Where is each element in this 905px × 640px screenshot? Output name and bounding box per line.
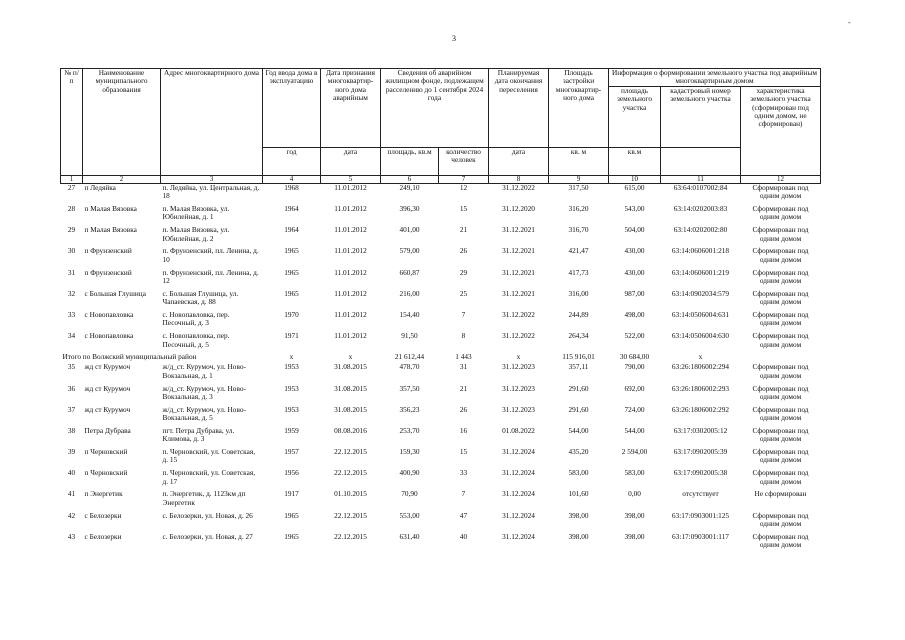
row-date-recognition: 31.08.2015: [334, 405, 367, 414]
row-municipality: п Малая Вязовка: [84, 205, 137, 213]
row-people: 47: [459, 511, 468, 520]
row-land-area: 0,00: [628, 490, 641, 499]
header-year: Год ввода дома в эксплуатацию: [263, 69, 321, 148]
row-people: 7: [461, 490, 466, 499]
total-cadastral: x: [698, 353, 703, 362]
row-area: 357,50: [399, 384, 420, 393]
unit-year: год: [263, 147, 321, 175]
row-municipality: п Фрунзенский: [84, 247, 132, 256]
row-date-recognition: 11.01.2012: [334, 247, 367, 256]
row-address: п. Малая Вязовка, ул. Юбилейная, д. 2: [162, 226, 230, 243]
row-characteristic: Сформирован под одним домом: [752, 532, 809, 550]
row-address: п. Малая Вязовка, ул. Юбилейная, д. 1: [162, 205, 230, 222]
row-address: с. Новопавловка, пер. Песочный, д. 3: [162, 310, 230, 328]
row-address: с. Белозерки, ул. Новая, д. 26: [162, 511, 253, 520]
row-land-area: 692,00: [624, 384, 645, 393]
total-land: 30 684,00: [619, 353, 650, 362]
row-date-recognition: 31.08.2015: [334, 363, 367, 372]
row-people: 15: [459, 205, 468, 213]
row-area: 253,70: [399, 426, 420, 435]
col-number: 2: [83, 175, 161, 183]
row-area: 553,00: [399, 511, 420, 520]
row-characteristic: Сформирован под одним домом: [752, 310, 809, 328]
row-area: 154,40: [399, 310, 420, 319]
row-characteristic: Сформирован под одним домом: [752, 289, 809, 307]
total-characteristic-empty: [741, 353, 821, 363]
row-year: 1965: [284, 511, 299, 520]
row-year: 1953: [284, 405, 299, 414]
row-area: 159,30: [399, 448, 420, 457]
row-number: 27: [67, 183, 76, 192]
row-municipality: п Черновский: [84, 448, 128, 457]
row-built-area: 583,00: [568, 469, 589, 478]
row-date-recognition: 22.12.2015: [334, 448, 367, 457]
row-address: п. Черновский, ул. Советская, д. 17: [162, 469, 256, 486]
row-planned-date: 31.12.2024: [502, 511, 535, 520]
row-number: 34: [67, 332, 76, 341]
row-cadastral: 63:26:1806002:293: [671, 384, 730, 393]
row-cadastral: 63:26:1806002:292: [671, 405, 730, 414]
row-people: 21: [459, 384, 468, 393]
row-built-area: 435,20: [568, 448, 589, 457]
row-planned-date: 31.12.2024: [502, 532, 535, 541]
row-people: 40: [459, 532, 468, 541]
row-cadastral: 63:17:0903001:117: [672, 532, 729, 541]
unit-area: площадь, кв.м: [381, 147, 439, 175]
row-address: п. Ледяйка, ул. Центральная, д. 18: [162, 183, 260, 201]
row-year: 1953: [284, 363, 299, 372]
unit-people: количество человек: [439, 147, 489, 175]
header-municipality: Наименование муниципального образования: [83, 69, 161, 176]
row-date-recognition: 11.01.2012: [334, 226, 367, 235]
row-area: 216,00: [399, 289, 420, 298]
table-row: [61, 332, 821, 353]
row-year: 1917: [284, 490, 299, 499]
row-address: п. Фрунзенский, пл. Ленина, д. 12: [162, 268, 259, 285]
row-number: 31: [67, 268, 76, 277]
row-built-area: 316,00: [568, 289, 589, 298]
row-number: 33: [67, 310, 76, 319]
row-characteristic: Сформирован под одним домом: [752, 426, 809, 444]
row-number: 40: [67, 469, 76, 478]
table-row: [61, 363, 821, 384]
row-characteristic: Сформирован под одним домом: [752, 469, 809, 486]
unit-date2: дата: [489, 147, 549, 175]
row-built-area: 244,89: [568, 310, 589, 319]
row-built-area: 357,11: [568, 363, 589, 372]
row-characteristic: Сформирован под одним домом: [752, 384, 809, 401]
col-number: 8: [489, 175, 549, 183]
table-row: [61, 533, 821, 554]
table-body-total: [61, 353, 821, 363]
total-built: 115 916,01: [562, 353, 595, 362]
table-row: [61, 205, 821, 226]
row-area: 631,40: [399, 532, 420, 541]
row-land-area: 504,00: [624, 226, 645, 235]
unit-date: дата: [321, 147, 381, 175]
total-area: 21 612,44: [394, 353, 425, 362]
row-planned-date: 31.12.2023: [502, 384, 535, 393]
row-cadastral: 63:14:0202003:83: [673, 205, 728, 213]
row-area: 249,10: [399, 183, 420, 192]
row-number: 32: [67, 289, 76, 298]
row-planned-date: 31.12.2024: [502, 448, 535, 457]
row-built-area: 291,60: [568, 384, 589, 393]
row-planned-date: 31.12.2021: [502, 226, 535, 235]
row-land-area: 790,00: [624, 363, 645, 372]
row-characteristic: Сформирован под одним домом: [752, 405, 809, 423]
table-row: [61, 226, 821, 247]
row-people: 33: [459, 469, 468, 478]
row-address: п. Энергетик, д. 1123км дп Энергетик: [162, 490, 246, 507]
table-row: [61, 183, 821, 205]
row-area: 356,23: [399, 405, 420, 414]
row-people: 26: [459, 405, 468, 414]
table-row: [61, 490, 821, 511]
row-municipality: п Черновский: [84, 469, 128, 478]
row-address: п. Черновский, ул. Советская, д. 15: [162, 448, 256, 465]
header-housing-info: Сведения об аварийном жилищном фонде, подлежащем расселению до 1 сентября 2024 года: [381, 69, 489, 148]
row-people: 26: [459, 247, 468, 256]
row-land-area: 398,00: [624, 511, 645, 520]
row-characteristic: Сформирован под одним домом: [752, 511, 809, 529]
row-municipality: п Ледяйка: [84, 183, 116, 192]
row-municipality: с Большая Глушица: [84, 289, 146, 298]
row-planned-date: 31.12.2023: [502, 405, 535, 414]
col-number: 11: [661, 175, 741, 183]
row-year: 1965: [284, 247, 299, 256]
row-built-area: 417,73: [568, 268, 589, 277]
row-people: 8: [461, 332, 466, 341]
row-people: 12: [459, 183, 468, 192]
row-cadastral: 63:26:1806002:294: [671, 363, 730, 372]
table-row: [61, 269, 821, 290]
row-area: 478,70: [399, 363, 420, 372]
table-row: [61, 469, 821, 490]
row-date-recognition: 22.12.2015: [334, 469, 367, 478]
row-people: 7: [461, 310, 466, 319]
row-cadastral: 63:14:0606001:218: [671, 247, 730, 256]
row-year: 1964: [284, 205, 299, 213]
col-number: 4: [263, 175, 321, 183]
row-land-area: 583,00: [624, 469, 645, 478]
col-number: 9: [549, 175, 609, 183]
row-year: 1965: [284, 268, 299, 277]
total-people: 1 443: [455, 353, 472, 362]
row-people: 21: [459, 226, 468, 235]
row-date-recognition: 22.12.2015: [334, 511, 367, 520]
table-body-a: [61, 183, 821, 353]
table-row: [61, 247, 821, 268]
row-land-area: 430,00: [624, 247, 645, 256]
row-date-recognition: 11.01.2012: [334, 268, 367, 277]
row-built-area: 291,60: [568, 405, 589, 414]
row-area: 401,00: [399, 226, 420, 235]
row-cadastral: 63:17:0903001:125: [671, 511, 730, 520]
row-area: 660,87: [399, 268, 420, 277]
col-number: 5: [321, 175, 381, 183]
row-people: 25: [459, 289, 468, 298]
row-number: 35: [67, 363, 76, 372]
row-area: 70,90: [401, 490, 418, 499]
row-cadastral: 63:17:0302005:12: [673, 426, 728, 435]
row-year: 1968: [284, 183, 299, 192]
header-cadastral: кадастровый номер земельного участка: [661, 86, 741, 147]
table-header: [61, 69, 821, 184]
row-date-recognition: 11.01.2012: [334, 332, 367, 341]
row-date-recognition: 08.08.2016: [334, 426, 367, 435]
row-address: с. Большая Глушица, ул. Чапаевская, д. 88: [162, 289, 239, 307]
row-characteristic: Сформирован под одним домом: [752, 205, 809, 222]
row-people: 31: [459, 363, 468, 372]
row-municipality: п Фрунзенский: [84, 268, 132, 277]
row-planned-date: 31.12.2022: [502, 332, 535, 341]
row-year: 1965: [284, 289, 299, 298]
row-address: пгт. Петра Дубрава, ул. Климова, д. 3: [162, 426, 235, 444]
row-number: 30: [67, 247, 76, 256]
row-year: 1965: [284, 532, 299, 541]
table-body-b: [61, 363, 821, 554]
row-land-area: 2 594,00: [621, 448, 648, 457]
row-planned-date: 31.12.2024: [502, 469, 535, 478]
row-number: 29: [67, 226, 76, 235]
emergency-housing-table: [60, 68, 821, 554]
table-row: [61, 385, 821, 406]
table-row: [61, 512, 821, 533]
row-cadastral: 63:17:0902005:38: [673, 469, 728, 478]
table-row: [61, 427, 821, 448]
table-row: [61, 311, 821, 332]
row-people: 16: [459, 426, 468, 435]
row-planned-date: 31.12.2024: [502, 490, 535, 499]
row-address: с. Новопавловка, пер. Песочный, д. 5: [162, 332, 230, 349]
row-built-area: 264,34: [568, 332, 589, 341]
row-year: 1953: [284, 384, 299, 393]
col-number: 10: [609, 175, 661, 183]
row-date-recognition: 31.08.2015: [334, 384, 367, 393]
row-area: 400,90: [399, 469, 420, 478]
row-planned-date: 01.08.2022: [502, 426, 535, 435]
row-land-area: 398,00: [624, 532, 645, 541]
row-municipality: п Малая Вязовка: [84, 226, 137, 235]
total-year: x: [289, 353, 294, 362]
row-year: 1971: [284, 332, 299, 341]
row-address: ж/д_ст. Курумоч, ул. Ново-Вокзальная, д. 1: [162, 363, 246, 380]
row-address: ж/д_ст. Курумоч, ул. Ново-Вокзальная, д. 3: [162, 384, 246, 401]
unit-m2b: кв.м: [609, 147, 661, 175]
row-number: 41: [67, 490, 76, 499]
row-address: с. Белозерки, ул. Новая, д. 27: [162, 532, 253, 541]
row-characteristic: Сформирован под одним домом: [752, 363, 809, 380]
row-number: 39: [67, 448, 76, 457]
page-number: 3: [452, 34, 456, 43]
row-land-area: 543,00: [624, 205, 645, 213]
total-plan: x: [516, 353, 521, 362]
row-land-area: 544,00: [624, 426, 645, 435]
row-cadastral: 63:64:0107002:84: [673, 183, 728, 192]
header-date-recognition: Дата признания многоквартир-ного дома аварийным: [321, 69, 381, 148]
row-cadastral: 63:14:0606001:219: [671, 268, 730, 277]
row-characteristic: Сформирован под одним домом: [752, 247, 809, 264]
row-municipality: жд ст Курумоч: [84, 384, 131, 393]
row-planned-date: 31.12.2021: [502, 247, 535, 256]
row-area: 396,30: [399, 205, 420, 213]
row-land-area: 724,00: [624, 405, 645, 414]
row-planned-date: 31.12.2023: [502, 363, 535, 372]
row-year: 1970: [284, 310, 299, 319]
header-num: № п/п: [61, 69, 83, 176]
row-number: 37: [67, 405, 76, 414]
row-number: 38: [67, 426, 76, 435]
row-built-area: 398,00: [568, 511, 589, 520]
row-characteristic: Сформирован под одним домом: [752, 226, 809, 243]
row-area: 91,50: [401, 332, 418, 341]
row-planned-date: 31.12.2020: [502, 205, 535, 213]
row-built-area: 398,00: [568, 532, 589, 541]
header-land-info: Информация о формировании земельного участка под аварийным многоквартирным домом: [609, 69, 821, 87]
row-characteristic: Сформирован под одним домом: [752, 448, 809, 465]
row-municipality: с Белозерки: [84, 511, 122, 520]
row-municipality: с Белозерки: [84, 532, 122, 541]
total-date: x: [348, 353, 353, 362]
row-address: ж/д_ст. Курумоч, ул. Ново-Вокзальная, д. 5: [162, 405, 246, 423]
row-land-area: 615,00: [624, 183, 645, 192]
table-row: [61, 290, 821, 311]
row-land-area: 498,00: [624, 310, 645, 319]
row-date-recognition: 11.01.2012: [334, 310, 367, 319]
col-number: 3: [161, 175, 263, 183]
row-date-recognition: 01.10.2015: [334, 490, 367, 499]
row-cadastral: отсутствует: [682, 490, 719, 499]
header-characteristic: характеристика земельного участка (сформирован под одним домом, не сформирован): [741, 86, 821, 175]
row-cadastral: 63:14:0902034:579: [671, 289, 730, 298]
col-number: 6: [381, 175, 439, 183]
row-date-recognition: 22.12.2015: [334, 532, 367, 541]
row-address: п. Фрунзенский, пл. Ленина, д. 10: [162, 247, 259, 264]
row-planned-date: 31.12.2022: [502, 183, 535, 192]
row-planned-date: 31.12.2022: [502, 310, 535, 319]
row-characteristic: Сформирован под одним домом: [752, 268, 809, 285]
total-label: Итого по Волжский муниципальный район: [62, 353, 197, 362]
row-people: 15: [459, 448, 468, 457]
row-municipality: п Энергетик: [84, 490, 123, 499]
row-number: 43: [67, 532, 76, 541]
row-number: 28: [67, 205, 76, 213]
table-row: [61, 448, 821, 469]
col-number: 1: [61, 175, 83, 183]
row-date-recognition: 11.01.2012: [334, 289, 367, 298]
row-municipality: жд ст Курумоч: [84, 363, 131, 372]
row-number: 36: [67, 384, 76, 393]
row-built-area: 316,70: [568, 226, 589, 235]
row-land-area: 522,00: [624, 332, 645, 341]
row-planned-date: 31.12.2021: [502, 289, 535, 298]
row-year: 1959: [284, 426, 299, 435]
header-address: Адрес многоквартирного дома: [161, 69, 263, 176]
row-municipality: с Новопавловка: [84, 332, 134, 341]
row-built-area: 544,00: [568, 426, 589, 435]
row-built-area: 101,60: [568, 490, 589, 499]
row-number: 42: [67, 511, 76, 520]
row-land-area: 987,00: [624, 289, 645, 298]
row-built-area: 317,50: [568, 183, 589, 192]
row-built-area: 316,20: [568, 205, 589, 213]
unit-m2: кв. м: [549, 147, 609, 175]
row-date-recognition: 11.01.2012: [334, 205, 367, 213]
row-characteristic: Не сформирован: [754, 490, 807, 499]
column-numbers-row: [61, 175, 821, 183]
corner-mark: -: [848, 18, 851, 27]
row-cadastral: 63:17:0902005:39: [673, 448, 728, 457]
header-land-area: площадь земельного участка: [609, 86, 661, 147]
row-planned-date: 31.12.2021: [502, 268, 535, 277]
header-planned-date: Планируемая дата окончания переселения: [489, 69, 549, 148]
row-people: 29: [459, 268, 468, 277]
col-number: 7: [439, 175, 489, 183]
row-year: 1957: [284, 448, 299, 457]
unit-cadastral-empty: [661, 147, 741, 175]
row-cadastral: 63:14:0506004:631: [671, 310, 730, 319]
row-municipality: с Новопавловка: [84, 310, 134, 319]
row-land-area: 430,00: [624, 268, 645, 277]
table-row: [61, 406, 821, 427]
total-row: [61, 353, 821, 363]
row-cadastral: 63:14:0202002:80: [673, 226, 728, 235]
col-number: 12: [741, 175, 821, 183]
row-year: 1956: [284, 469, 299, 478]
row-cadastral: 63:14:0506004:630: [671, 332, 730, 341]
row-characteristic: Сформирован под одним домом: [752, 183, 809, 201]
row-municipality: жд ст Курумоч: [84, 405, 131, 414]
row-built-area: 421,47: [568, 247, 589, 256]
row-characteristic: Сформирован под одним домом: [752, 332, 809, 349]
row-area: 579,00: [399, 247, 420, 256]
row-date-recognition: 11.01.2012: [334, 183, 367, 192]
header-built-area: Площадь застройки многоквартир-ного дома: [549, 69, 609, 148]
row-municipality: Петра Дубрава: [84, 426, 131, 435]
row-year: 1964: [284, 226, 299, 235]
